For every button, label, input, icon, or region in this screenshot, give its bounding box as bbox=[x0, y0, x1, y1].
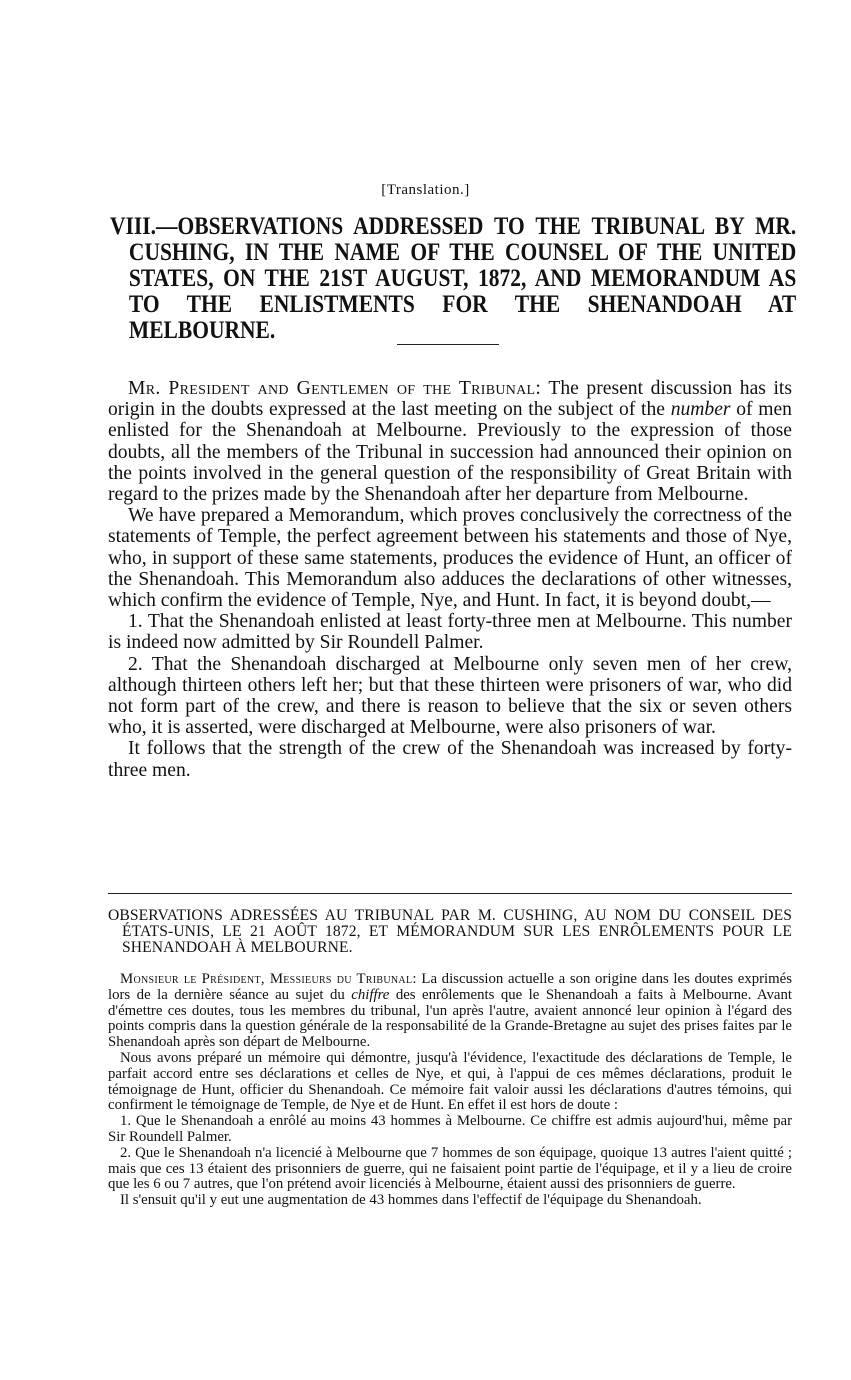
english-paragraph-2: We have prepared a Memorandum, which proves conclusively the correctness of the statements of Temple, the perfect agreement between his statements and those of Nye, who, in support of these same statements, produces the evidence of Hunt, an officer of the Shenandoah. This Memorandum also adduces the declarations of other witnesses, which confirm the evidence of Temple, Nye, and Hunt. In fact, it is beyond doubt,— bbox=[108, 505, 792, 612]
english-paragraph-1 bbox=[108, 378, 792, 505]
french-paragraph-1 bbox=[108, 972, 792, 1051]
english-paragraph-5: It follows that the strength of the crew of the Shenandoah was increased by forty-three men. bbox=[108, 738, 792, 781]
english-p1-part-b: of men enlisted for the Shenandoah at Melbourne. Previously to the expression of those doubts, all the members of the Tribunal in succession had announced their opinion on the points involved in the general question of the responsibility of Great Britain with regard to the prizes made by the Shenandoah after her departure from Melbourne. bbox=[108, 399, 792, 506]
english-text bbox=[108, 378, 792, 781]
french-p1-emphasis: chiffre bbox=[351, 986, 390, 1003]
french-paragraph-4: 2. Que le Shenandoah n'a licencié à Melbourne que 7 hommes de son équipage, quoique 13 autres l'aient quitté ; mais que ces 13 étaient des prisonniers de guerre, qui ne faisaient point partie de l'équipage, et il y a lieu de croire que les 6 ou 7 autres, que l'on prétend avoir licenciés à Melbourne, étaient aussi des prisonniers de guerre. bbox=[108, 1144, 792, 1193]
english-p1-part-a: The present discussion has its origin in the doubts expressed at the last meeting on the subject of the bbox=[108, 378, 793, 421]
english-paragraph-4: 2. That the Shenandoah discharged at Melbourne only seven men of her crew, although thirteen others left her; but that these thirteen were prisoners of war, who did not form part of the crew, and there is reason to believe that the six or seven others who, it is asserted, were discharged at Melbourne, were also prisoners of war. bbox=[108, 653, 792, 739]
french-paragraph-2: Nous avons préparé un mémoire qui démontre, jusqu'à l'évidence, l'exactitude des déclarations de Temple, le parfait accord entre ses déclarations et celles de Nye, et qui, à l'appui de ces mêmes déclarations, produit le témoignage de Hunt, officier du Shenandoah. Ce mémoire fait valoir aussi les déclarations d'autres témoins, qui confirment le témoignage de Temple, de Nye et de Hunt. En effet il est hors de doute : bbox=[108, 1049, 792, 1114]
section-title bbox=[110, 214, 796, 344]
french-p1-part-a: La discussion actuelle a son origine dans les doutes exprimés lors de la dernière séance au sujet du bbox=[108, 971, 792, 1003]
translation-label: [Translation.] bbox=[381, 182, 470, 198]
french-salutation: Monsieur le Président, Messieurs du Tribunal: bbox=[120, 971, 417, 987]
title-divider bbox=[397, 344, 499, 345]
french-paragraph-5: Il s'ensuit qu'il y eut une augmentation de 43 hommes dans l'effectif de l'équipage du Shenandoah. bbox=[120, 1192, 702, 1209]
french-p1-part-b: des enrôlements que le Shenandoah a faits à Melbourne. Avant d'émettre ces doutes, tous les membres du tribunal, l'un après l'autre, avaient annoncé leur opinion à l'égard des points compris dans la question générale de la responsabilité de la Grande-Bretagne au sujet des prises faites par le Shenandoah après son départ de Melbourne. bbox=[108, 986, 792, 1051]
english-paragraph-3: 1. That the Shenandoah enlisted at least forty-three men at Melbourne. This number is indeed now admitted by Sir Roundell Palmer. bbox=[108, 611, 792, 654]
french-paragraph-3: 1. Que le Shenandoah a enrôlé au moins 43 hommes à Melbourne. Ce chiffre est admis aujourd'hui, même par Sir Roundell Palmer. bbox=[108, 1113, 792, 1145]
french-title bbox=[108, 908, 792, 955]
french-text bbox=[108, 972, 792, 1209]
english-p1-emphasis: number bbox=[670, 399, 731, 421]
section-divider bbox=[108, 893, 792, 894]
section-title-text: VIII.—OBSERVATIONS ADDRESSED TO THE TRIBUNAL BY MR. CUSHING, IN THE NAME OF THE COUNSEL OF THE UNITED STATES, ON THE 21ST AUGUST, 1872, AND MEMORANDUM AS TO THE ENLISTMENTS FOR THE SHENANDOAH AT MELBOURNE. bbox=[110, 213, 797, 344]
french-title-text: OBSERVATIONS ADRESSÉES AU TRIBUNAL PAR M. CUSHING, AU NOM DU CONSEIL DES ÉTATS-UNIS, LE 21 AOÛT 1872, ET MÉMORANDUM SUR LES ENRÔLEMENTS POUR LE SHENANDOAH À MELBOURNE. bbox=[108, 907, 792, 956]
english-salutation: Mr. President and Gentlemen of the Tribunal: bbox=[128, 378, 542, 399]
